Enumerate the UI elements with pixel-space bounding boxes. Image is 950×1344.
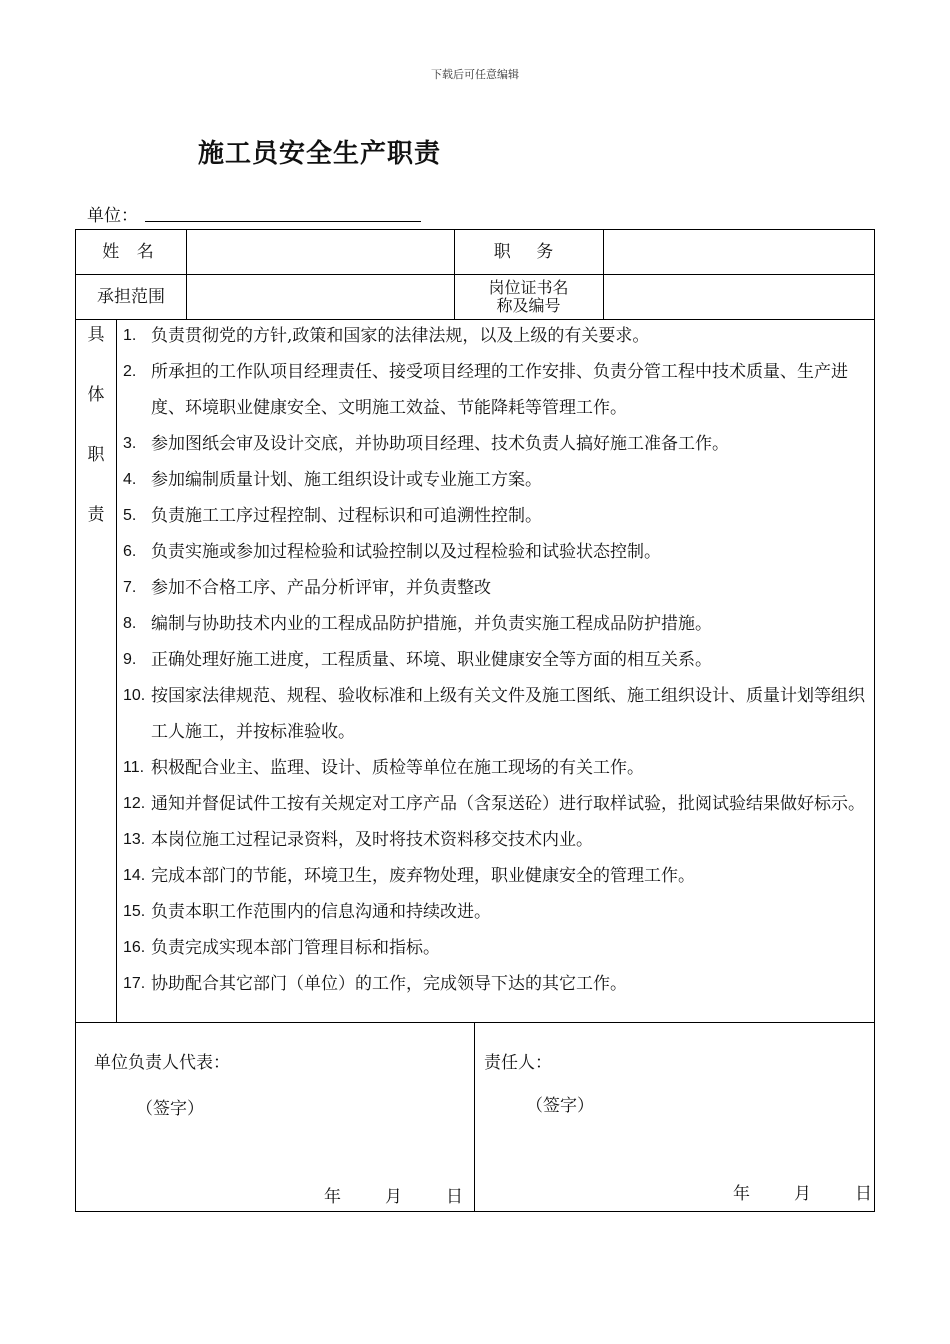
row-divider <box>76 1022 874 1023</box>
duty-text: 编制与协助技术内业的工程成品防护措施，并负责实施工程成品防护措施。 <box>151 614 712 634</box>
responsible-person-label: 责任人： <box>484 1053 552 1073</box>
duty-item <box>123 498 868 534</box>
duty-item <box>123 606 868 642</box>
duty-text: 本岗位施工过程记录资料，及时将技术资料移交技术内业。 <box>151 830 593 850</box>
unit-rep-date <box>324 1182 463 1207</box>
date-month: 月 <box>794 1184 811 1204</box>
duty-number: 16. <box>123 939 146 956</box>
duty-number: 1. <box>123 327 137 344</box>
duty-number: 5. <box>123 507 137 524</box>
side-char: 职 <box>87 445 105 465</box>
duty-number: 12. <box>123 795 146 812</box>
duty-item <box>123 966 868 1002</box>
side-char: 责 <box>87 505 105 525</box>
duty-number: 15. <box>123 903 146 920</box>
duty-text: 所承担的工作队项目经理责任、接受项目经理的工作安排、负责分管工程中技术质量、生产进度、环境职业健康安全、文明施工效益、节能降耗等管理工作。 <box>151 362 848 418</box>
duty-item <box>123 426 868 462</box>
column-divider <box>474 1022 475 1212</box>
duty-item <box>123 534 868 570</box>
position-label: 职 务 <box>493 241 564 262</box>
date-month: 月 <box>385 1187 402 1207</box>
duties-list <box>123 318 868 1002</box>
duty-item <box>123 894 868 930</box>
date-day: 日 <box>855 1184 872 1204</box>
duty-number: 4. <box>123 471 137 488</box>
certificate-label-line2: 称及编号 <box>496 296 561 315</box>
date-year: 年 <box>324 1187 341 1207</box>
duty-text: 负责实施或参加过程检验和试验控制以及过程检验和试验状态控制。 <box>151 542 661 562</box>
duty-number: 10. <box>123 687 146 704</box>
position-value-cell[interactable] <box>604 230 874 274</box>
duty-item <box>123 678 868 750</box>
side-char: 体 <box>87 385 105 405</box>
duties-side-label <box>76 320 116 525</box>
side-char: 具 <box>87 325 105 345</box>
name-value-cell[interactable] <box>187 230 454 274</box>
duty-number: 17. <box>123 975 146 992</box>
certificate-label <box>454 275 603 319</box>
duty-number: 9. <box>123 651 137 668</box>
duty-item <box>123 570 868 606</box>
certificate-value-cell[interactable] <box>604 275 874 319</box>
date-year: 年 <box>733 1184 750 1204</box>
duty-item <box>123 354 868 426</box>
unit-rep-label: 单位负责人代表： <box>94 1053 230 1073</box>
duty-text: 完成本部门的节能，环境卫生，废弃物处理，职业健康安全的管理工作。 <box>151 866 695 886</box>
responsible-sign-note: （签字） <box>526 1096 594 1116</box>
duty-item <box>123 318 868 354</box>
duty-text: 参加不合格工序、产品分析评审，并负责整改 <box>151 578 491 598</box>
duty-text: 积极配合业主、监理、设计、质检等单位在施工现场的有关工作。 <box>151 758 644 778</box>
duty-item <box>123 822 868 858</box>
responsibility-table <box>75 229 875 1212</box>
duty-number: 7. <box>123 579 137 596</box>
duty-number: 11. <box>123 759 145 776</box>
duty-text: 负责完成实现本部门管理目标和指标。 <box>151 938 440 958</box>
duty-text: 通知并督促试件工按有关规定对工序产品（含泵送砼）进行取样试验，批阅试验结果做好标示。 <box>151 794 865 814</box>
header-note: 下载后可任意编辑 <box>431 68 519 81</box>
duty-text: 按国家法律规范、规程、验收标准和上级有关文件及施工图纸、施工组织设计、质量计划等组织工人施工，并按标准验收。 <box>151 686 865 742</box>
duty-number: 14. <box>123 867 146 884</box>
column-divider <box>116 319 117 1022</box>
duty-text: 协助配合其它部门（单位）的工作，完成领导下达的其它工作。 <box>151 974 627 994</box>
duty-text: 正确处理好施工进度，工程质量、环境、职业健康安全等方面的相互关系。 <box>151 650 712 670</box>
duty-text: 负责贯彻党的方针,政策和国家的法律法规，以及上级的有关要求。 <box>151 326 650 346</box>
duty-item <box>123 642 868 678</box>
date-day: 日 <box>446 1187 463 1207</box>
unit-blank-line <box>145 221 421 222</box>
duty-number: 3. <box>123 435 137 452</box>
duty-item <box>123 930 868 966</box>
duty-number: 2. <box>123 363 137 380</box>
unit-field <box>87 201 138 226</box>
name-label: 姓 名 <box>102 241 160 262</box>
duty-item <box>123 750 868 786</box>
duty-text: 参加编制质量计划、施工组织设计或专业施工方案。 <box>151 470 542 490</box>
responsible-date <box>733 1179 872 1204</box>
duty-item <box>123 462 868 498</box>
scope-value-cell[interactable] <box>187 275 454 319</box>
unit-rep-sign-note: （签字） <box>136 1099 204 1119</box>
document-title: 施工员安全生产职责 <box>198 139 442 169</box>
duty-text: 参加图纸会审及设计交底，并协助项目经理、技术负责人搞好施工准备工作。 <box>151 434 729 454</box>
scope-label: 承担范围 <box>97 286 165 307</box>
duty-item <box>123 786 868 822</box>
unit-label: 单位： <box>87 206 138 226</box>
certificate-label-line1: 岗位证书名 <box>488 277 569 297</box>
duty-text: 负责施工工序过程控制、过程标识和可追溯性控制。 <box>151 506 542 526</box>
duty-number: 8. <box>123 615 137 632</box>
duty-number: 6. <box>123 543 137 560</box>
duty-number: 13. <box>123 831 146 848</box>
duty-text: 负责本职工作范围内的信息沟通和持续改进。 <box>151 902 491 922</box>
duty-item <box>123 858 868 894</box>
